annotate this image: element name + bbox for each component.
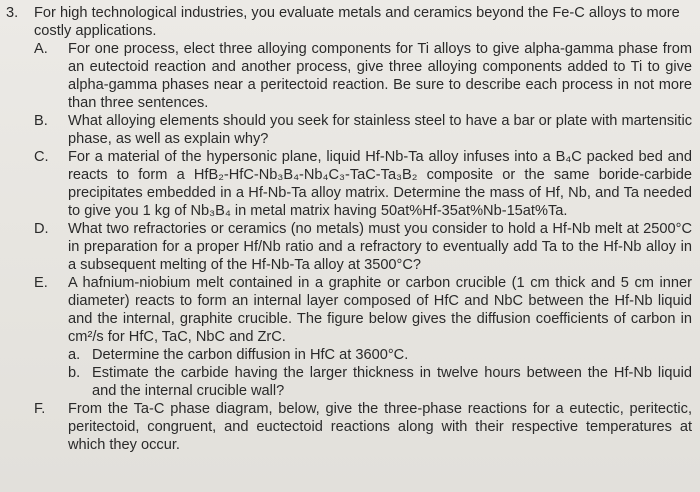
part-label: D.	[34, 221, 49, 237]
part-d	[34, 220, 692, 274]
question-parts	[34, 40, 692, 454]
subpart-b	[68, 364, 692, 400]
part-e	[34, 274, 692, 400]
question-header	[6, 4, 692, 40]
part-label: F.	[34, 401, 46, 417]
part-label: A.	[34, 41, 48, 57]
subpart-a	[68, 346, 692, 364]
part-text: What two refractories or ceramics (no metals) must you consider to hold a Hf-Nb melt at 2500°C in preparation for a proper Hf/Nb ratio and a refractory to eventually add Ta to the Hf-Nb alloy in a subsequent melting of the Hf-Nb-Ta alloy at 3500°C?	[68, 221, 692, 273]
part-text: A hafnium-niobium melt contained in a graphite or carbon crucible (1 cm thick and 5 cm inner diameter) reacts to form an internal layer composed of HfC and NbC between the Hf-Nb liquid and the internal, graphite crucible. The figure below gives the diffusion coefficients of carbon in cm²/s for HfC, TaC, NbC and ZrC.	[68, 275, 692, 345]
part-text: For one process, elect three alloying components for Ti alloys to give alpha-gamma phase from an eutectoid reaction and another process, give three alloying components added to Ti to give alpha-gamma phases near a peritectoid reaction. Be sure to describe each process in not more than three sentences.	[68, 41, 692, 111]
part-a	[34, 40, 692, 112]
part-label: E.	[34, 275, 48, 291]
part-text: What alloying elements should you seek for stainless steel to have a bar or plate with martensitic phase, as well as explain why?	[68, 113, 692, 147]
subpart-label: a.	[68, 347, 81, 363]
part-f	[34, 400, 692, 454]
part-e-body	[68, 274, 692, 400]
part-text: For a material of the hypersonic plane, liquid Hf-Nb-Ta alloy infuses into a B₄C packed bed and reacts to form a HfB₂-HfC-Nb₃B₄-Nb₄C₃-TaC-Ta₃B₂ composite or the same boride-carbide precipitates embedded in a Hf-Nb-Ta alloy matrix. Determine the mass of Hf, Nb, and Ta needed to give you 1 kg of Nb₃B₄ in metal matrix having 50at%Hf-35at%Nb-15at%Ta.	[68, 149, 692, 219]
part-label: B.	[34, 113, 48, 129]
subpart-label: b.	[68, 365, 81, 381]
part-label: C.	[34, 149, 49, 165]
part-c	[34, 148, 692, 220]
subpart-text: Determine the carbon diffusion in HfC at 3600°C.	[92, 347, 409, 363]
question-intro: For high technological industries, you evaluate metals and ceramics beyond the Fe-C alloys to more costly applications.	[34, 5, 680, 39]
part-b	[34, 112, 692, 148]
subpart-text: Estimate the carbide having the larger thickness in twelve hours between the Hf-Nb liquid and the internal crucible wall?	[92, 365, 692, 399]
part-text: From the Ta-C phase diagram, below, give the three-phase reactions for a eutectic, peritectic, peritectoid, congruent, and euctectoid reactions along with their respective temperatures at which they occur.	[68, 401, 692, 453]
question-number: 3.	[6, 5, 19, 21]
